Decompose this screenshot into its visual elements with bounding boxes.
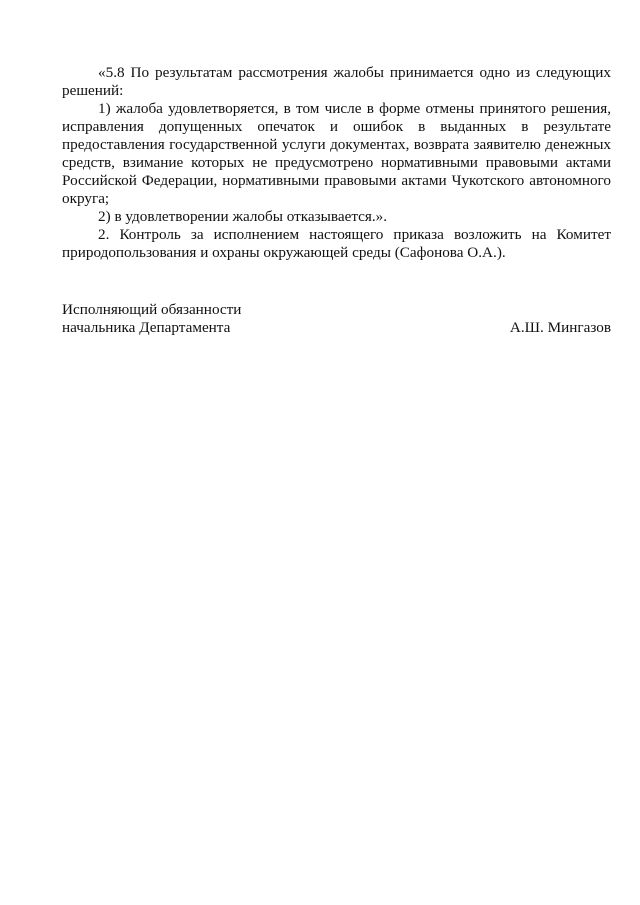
signatory-position-line-1: Исполняющий обязанности <box>62 301 242 318</box>
paragraph-control-clause: 2. Контроль за исполнением настоящего приказа возложить на Комитет природопользования и охраны окружающей среды (Сафонова О.А.). <box>62 226 611 261</box>
paragraph-item-2: 2) в удовлетворении жалобы отказывается.». <box>98 208 388 225</box>
signature-row <box>62 319 611 337</box>
signatory-position-line-2: начальника Департамента <box>62 319 231 336</box>
signatory-name: А.Ш. Мингазов <box>509 319 611 336</box>
signature-block <box>62 301 611 337</box>
paragraph-item-1: 1) жалоба удовлетворяется, в том числе в форме отмены принятого решения, исправления допущенных опечаток и ошибок в выданных в результате предоставления государственной услуги документах, возврата заявителю денежных средств, взимание которых не предусмотрено нормативными правовыми актами Российской Федерации, нормативными правовыми актами Чукотского автономного округа; <box>62 100 611 207</box>
paragraph-5-8: «5.8 По результатам рассмотрения жалобы принимается одно из следующих решений: <box>62 64 611 99</box>
document-body <box>62 64 611 262</box>
